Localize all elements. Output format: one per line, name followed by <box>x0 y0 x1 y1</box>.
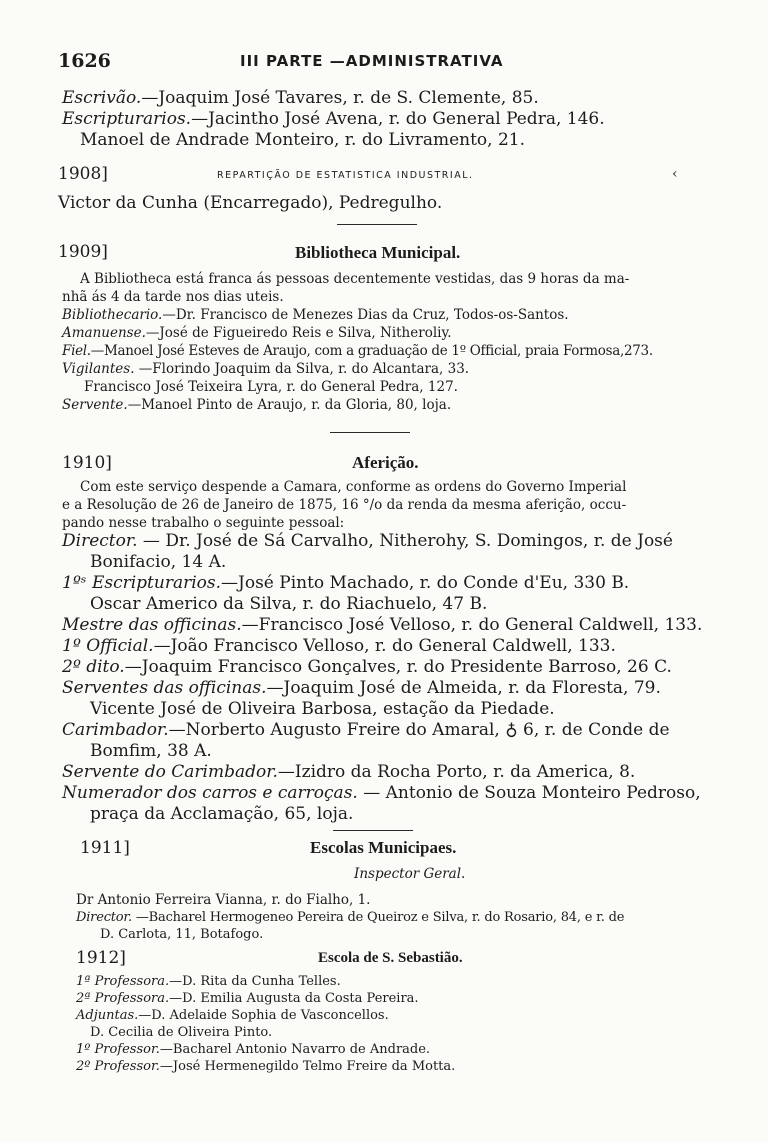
entry-line: Amanuense.—José de Figueiredo Reis e Silva, Nitheroliy. <box>62 325 452 341</box>
entry-line: Oscar Americo da Silva, r. do Riachuelo, 47 B. <box>90 594 488 614</box>
entry-line: Servente do Carimbador.—Izidro da Rocha Porto, r. da America, 8. <box>62 762 636 782</box>
entry-line: Bonifacio, 14 A. <box>90 552 227 572</box>
entry-line: Numerador dos carros e carroças. — Antonio de Souza Monteiro Pedroso, <box>62 783 701 803</box>
entry-line: Fiel.—Manoel José Esteves de Araujo, com a graduação de 1º Official, praia Formosa,273. <box>62 343 653 359</box>
entry-line: Escrivão.—Joaquim José Tavares, r. de S. Clemente, 85. <box>62 88 539 108</box>
entry-line: D. Carlota, 11, Botafogo. <box>100 927 264 942</box>
intro-line: e a Resolução de 26 de Janeiro de 1875, 16 °/o da renda da mesma aferição, occu- <box>62 497 627 513</box>
page-header-title: III PARTE —ADMINISTRATIVA <box>240 52 504 70</box>
section-divider <box>337 224 417 225</box>
entry-line: Dr Antonio Ferreira Vianna, r. do Fialho, 1. <box>76 892 371 908</box>
entry-line: 2º Professor.—José Hermenegildo Telmo Freire da Motta. <box>76 1059 456 1074</box>
section-number: 1912] <box>76 948 126 968</box>
section-number: 1911] <box>80 838 130 858</box>
margin-mark: ‹ <box>672 166 678 182</box>
entry-line: Servente.—Manoel Pinto de Araujo, r. da Gloria, 80, loja. <box>62 397 452 413</box>
entry-line: Carimbador.—Norberto Augusto Freire do Amaral, ♁ 6, r. de Conde de <box>62 720 670 740</box>
entry-line: Victor da Cunha (Encarregado), Pedregulho. <box>58 193 443 213</box>
section-title: Escola de S. Sebastião. <box>318 950 463 966</box>
entry-line: 2ª Professora.—D. Emilia Augusta da Costa Pereira. <box>76 991 419 1006</box>
section-number: 1910] <box>62 453 112 473</box>
entry-line: Vicente José de Oliveira Barbosa, estação da Piedade. <box>90 699 555 719</box>
section-divider <box>330 432 410 433</box>
section-number: 1908] <box>58 164 108 184</box>
entry-line: Adjuntas.—D. Adelaide Sophia de Vasconcellos. <box>76 1008 389 1023</box>
entry-line: Bibliothecario.—Dr. Francisco de Menezes Dias da Cruz, Todos-os-Santos. <box>62 307 569 323</box>
entry-line: Director. —Bacharel Hermogeneo Pereira de Queiroz e Silva, r. do Rosario, 84, e r. de <box>76 910 625 925</box>
section-title: REPARTIÇÃO DE ESTATISTICA INDUSTRIAL. <box>217 170 474 181</box>
entry-line: 1ºˢ Escripturarios.—José Pinto Machado, r. do Conde d'Eu, 330 B. <box>62 573 630 593</box>
page-number: 1626 <box>58 50 111 72</box>
entry-line: 1ª Professora.—D. Rita da Cunha Telles. <box>76 974 341 989</box>
intro-line: pando nesse trabalho o seguinte pessoal: <box>62 515 345 531</box>
section-number: 1909] <box>58 242 108 262</box>
section-title: Aferição. <box>352 453 419 472</box>
entry-line: Vigilantes. —Florindo Joaquim da Silva, r. do Alcantara, 33. <box>62 361 470 377</box>
entry-line: Escripturarios.—Jacintho José Avena, r. do General Pedra, 146. <box>62 109 605 129</box>
section-title: Bibliotheca Municipal. <box>295 243 461 262</box>
entry-line: 1º Official.—João Francisco Velloso, r. do General Caldwell, 133. <box>62 636 616 656</box>
section-subtitle: Inspector Geral. <box>354 866 466 882</box>
entry-line: Serventes das officinas.—Joaquim José de Almeida, r. da Floresta, 79. <box>62 678 661 698</box>
entry-line: Manoel de Andrade Monteiro, r. do Livramento, 21. <box>80 130 525 150</box>
entry-line: 1º Professor.—Bacharel Antonio Navarro de Andrade. <box>76 1042 431 1057</box>
entry-line: praça da Acclamação, 65, loja. <box>90 804 354 824</box>
entry-line: D. Cecilia de Oliveira Pinto. <box>90 1025 273 1040</box>
intro-line: Com este serviço despende a Camara, conforme as ordens do Governo Imperial <box>80 479 627 495</box>
entry-line: Mestre das officinas.—Francisco José Velloso, r. do General Caldwell, 133. <box>62 615 703 635</box>
intro-line: nhã ás 4 da tarde nos dias uteis. <box>62 289 284 305</box>
entry-line: 2º dito.—Joaquim Francisco Gonçalves, r. do Presidente Barroso, 26 C. <box>62 657 672 677</box>
intro-line: A Bibliotheca está franca ás pessoas decentemente vestidas, das 9 horas da ma- <box>80 271 630 287</box>
entry-line: Bomfim, 38 A. <box>90 741 212 761</box>
entry-line: Francisco José Teixeira Lyra, r. do General Pedra, 127. <box>84 379 458 395</box>
entry-line: Director. — Dr. José de Sá Carvalho, Nitherohy, S. Domingos, r. de José <box>62 531 673 551</box>
section-divider <box>333 830 413 831</box>
section-title: Escolas Municipaes. <box>310 838 457 857</box>
